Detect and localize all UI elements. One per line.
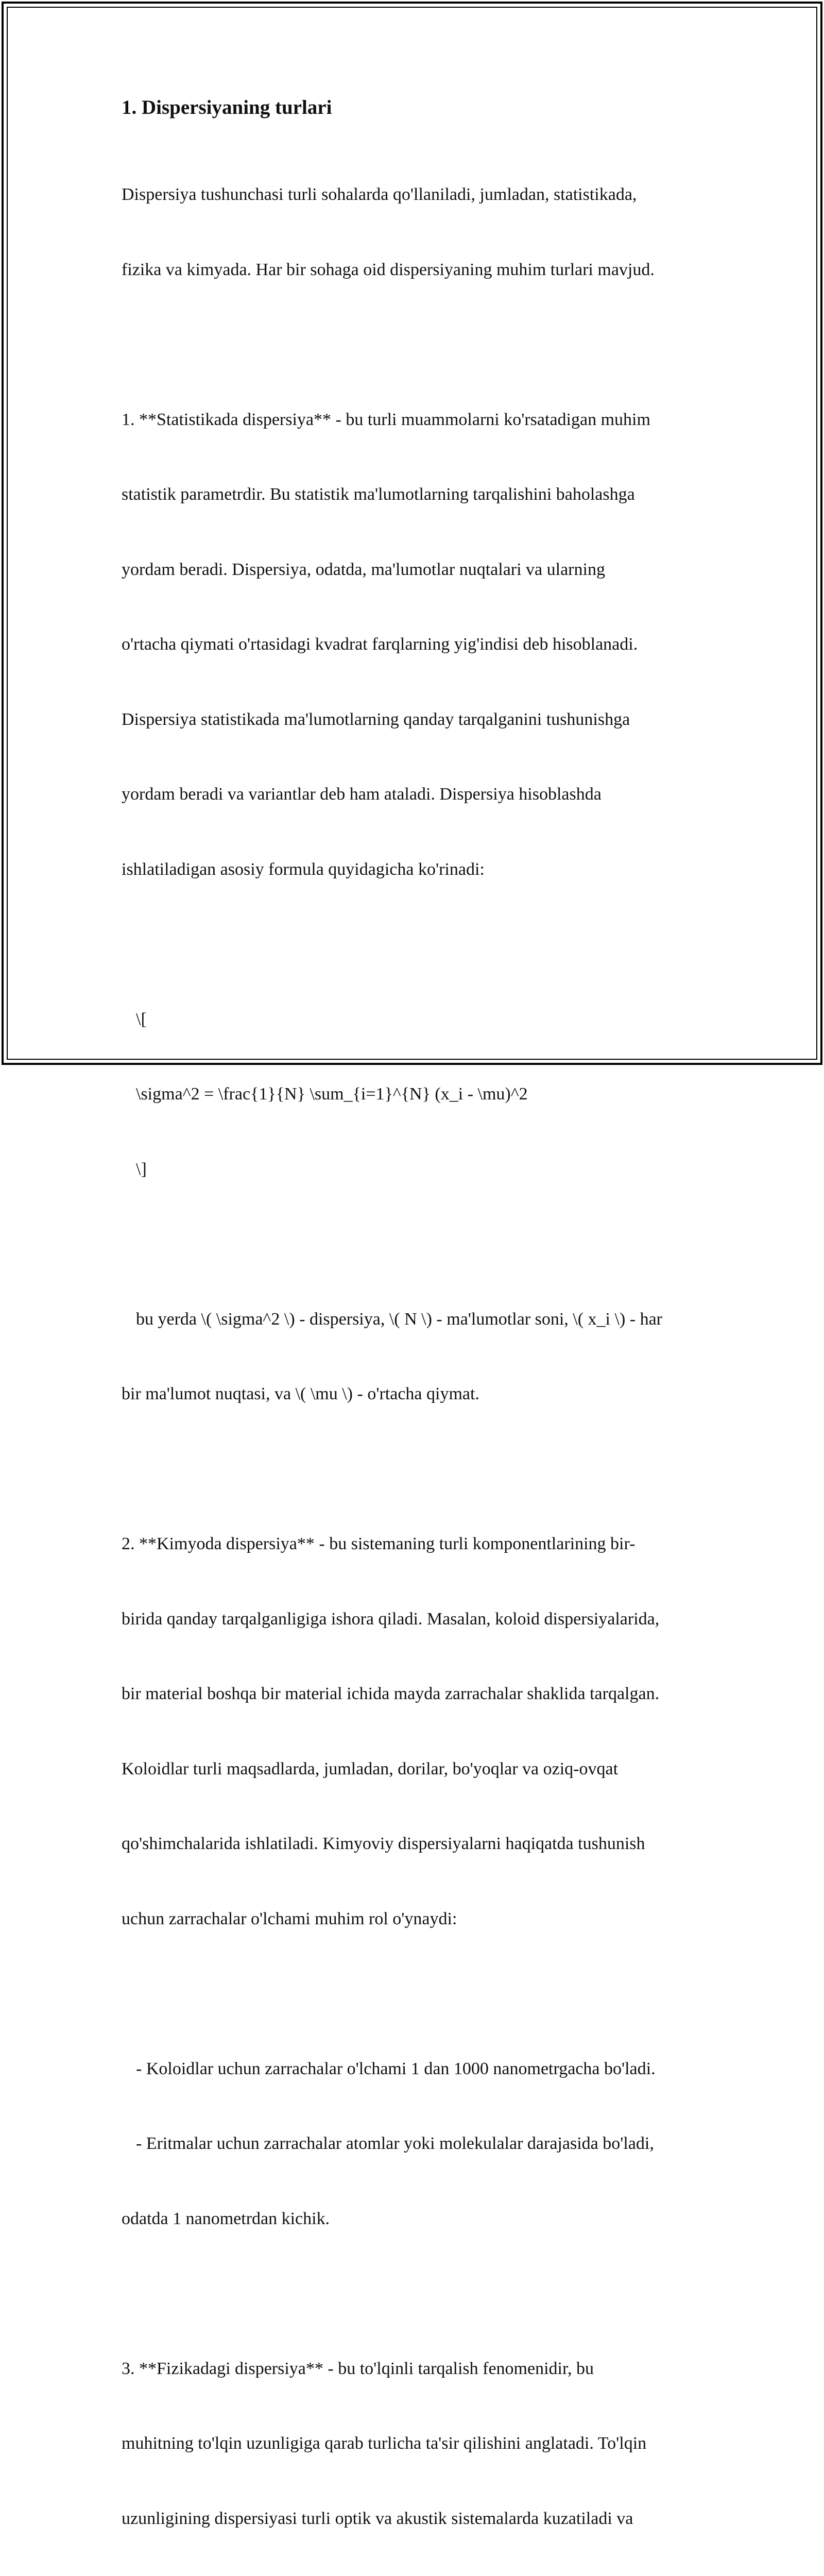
- section-heading: 1. Dispersiyaning turlari: [122, 96, 709, 120]
- list-item-continuation: odatda 1 nanometrdan kichik.: [122, 2207, 709, 2232]
- formula-line: \]: [122, 1157, 709, 1182]
- list-item: - Eritmalar uchun zarrachalar atomlar yoki molekulalar darajasida bo'ladi,: [122, 2131, 709, 2157]
- text-line: uchun zarrachalar o'lchami muhim rol o'ynaydi:: [122, 1907, 709, 1932]
- text-line: muhitning to'lqin uzunligiga qarab turlicha ta'sir qilishini anglatadi. To'lqin: [122, 2431, 709, 2456]
- bullet-list: [122, 2007, 709, 2282]
- list-item: - Koloidlar uchun zarrachalar o'lchami 1 dan 1000 nanometrgacha bo'ladi.: [122, 2057, 709, 2082]
- text-line: uzunligining dispersiyasi turli optik va akustik sistemalarda kuzatiladi va: [122, 2506, 709, 2532]
- formula-block: [122, 957, 709, 1232]
- text-line: 1. **Statistikada dispersiya** - bu turli muammolarni ko'rsatadigan muhim: [122, 408, 709, 433]
- text-line: yordam beradi va variantlar deb ham ataladi. Dispersiya hisoblashda: [122, 782, 709, 807]
- text-line: bu yerda \( \sigma^2 \) - dispersiya, \( N \) - ma'lumotlar soni, \( x_i \) - har: [122, 1307, 709, 1332]
- formula-line: \[: [122, 1007, 709, 1032]
- text-line: bir material boshqa bir material ichida mayda zarrachalar shaklida tarqalgan.: [122, 1682, 709, 1707]
- text-line: 2. **Kimyoda dispersiya** - bu sistemaning turli komponentlarining bir-: [122, 1532, 709, 1557]
- text-line: ishlatiladigan asosiy formula quyidagicha ko'rinadi:: [122, 857, 709, 883]
- physics-paragraph: [122, 2307, 709, 2576]
- chemistry-paragraph: [122, 1482, 709, 1981]
- text-line: Dispersiya statistikada ma'lumotlarning qanday tarqalganini tushunishga: [122, 707, 709, 733]
- intro-paragraph: [122, 132, 709, 332]
- text-line: bir ma'lumot nuqtasi, va \( \mu \) - o'rtacha qiymat.: [122, 1382, 709, 1407]
- document-body: [122, 96, 709, 2576]
- text-line: yordam beradi. Dispersiya, odatda, ma'lumotlar nuqtalari va ularning: [122, 557, 709, 583]
- statistics-paragraph: [122, 358, 709, 933]
- text-line: o'rtacha qiymati o'rtasidagi kvadrat farqlarning yig'indisi deb hisoblanadi.: [122, 632, 709, 657]
- formula-line: \sigma^2 = \frac{1}{N} \sum_{i=1}^{N} (x_i - \mu)^2: [122, 1082, 709, 1107]
- text-line: qo'shimchalarida ishlatiladi. Kimyoviy dispersiyalarni haqiqatda tushunish: [122, 1832, 709, 1857]
- text-line: Dispersiya tushunchasi turli sohalarda qo'llaniladi, jumladan, statistikada,: [122, 182, 709, 208]
- text-line: statistik parametrdir. Bu statistik ma'lumotlarning tarqalishini baholashga: [122, 482, 709, 507]
- text-line: Koloidlar turli maqsadlarda, jumladan, dorilar, bo'yoqlar va oziq-ovqat: [122, 1757, 709, 1782]
- formula-note-paragraph: [122, 1257, 709, 1457]
- text-line: 3. **Fizikadagi dispersiya** - bu to'lqinli tarqalish fenomenidir, bu: [122, 2357, 709, 2382]
- text-line: fizika va kimyada. Har bir sohaga oid dispersiyaning muhim turlari mavjud.: [122, 258, 709, 283]
- text-line: birida qanday tarqalganligiga ishora qiladi. Masalan, koloid dispersiyalarida,: [122, 1607, 709, 1632]
